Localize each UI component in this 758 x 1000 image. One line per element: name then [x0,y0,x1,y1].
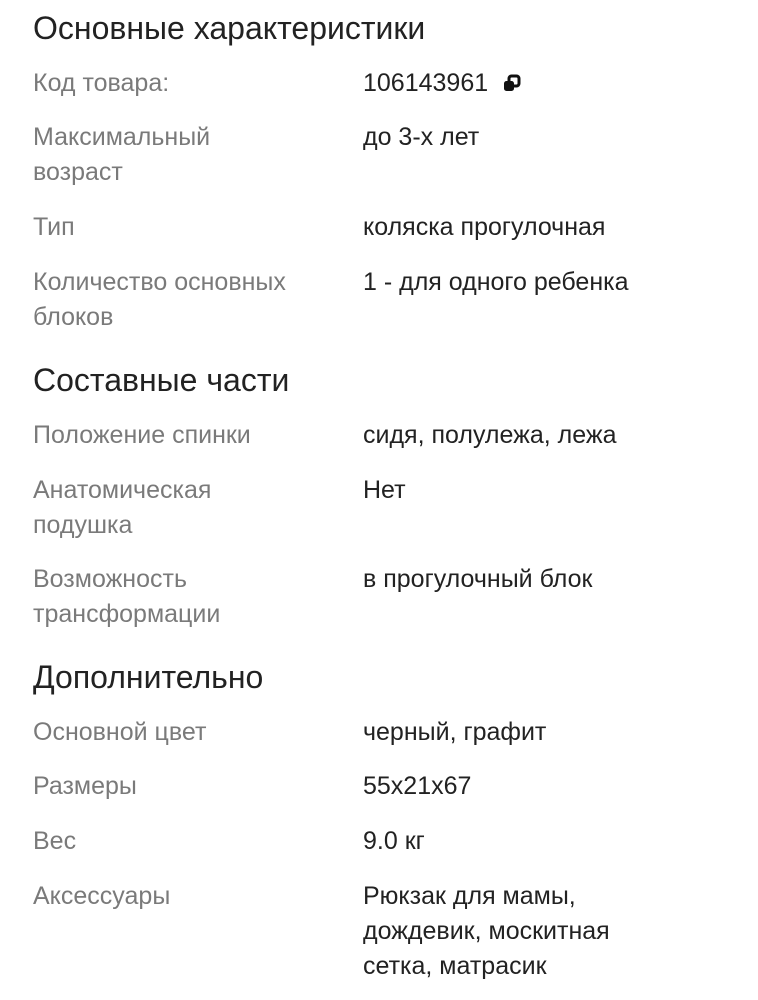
spec-label: Основной цвет [33,718,207,746]
spec-label: Количество основных блоков [33,268,286,331]
section-title-additional: Дополнительно [33,659,264,695]
spec-value: Нет [363,476,406,504]
spec-label: Анатомическая подушка [33,476,212,539]
spec-label: Тип [33,213,75,241]
spec-label: Аксессуары [33,882,171,910]
spec-label: Положение спинки [33,421,251,449]
spec-value: 9.0 кг [363,827,425,855]
product-code-value: 106143961 [363,69,489,97]
section-title-main: Основные характеристики [33,10,426,46]
copy-icon[interactable] [502,73,522,93]
spec-label: Максимальный возраст [33,123,211,186]
spec-value-container [363,66,723,101]
spec-value: Рюкзак для мамы, дождевик, москитная сетка, матрасик [363,882,610,980]
spec-label: Возможность трансформации [33,565,221,628]
spec-label: Код товара: [33,69,170,97]
spec-label: Размеры [33,772,137,800]
spec-value: 55x21x67 [363,772,472,800]
spec-label: Вес [33,827,77,855]
section-title-components: Составные части [33,362,290,398]
spec-value: в прогулочный блок [363,565,593,593]
spec-value: 1 - для одного ребенка [363,268,629,296]
spec-value: коляска прогулочная [363,213,606,241]
spec-value: черный, графит [363,718,547,746]
spec-value: до 3-х лет [363,123,480,151]
spec-value: сидя, полулежа, лежа [363,421,617,449]
